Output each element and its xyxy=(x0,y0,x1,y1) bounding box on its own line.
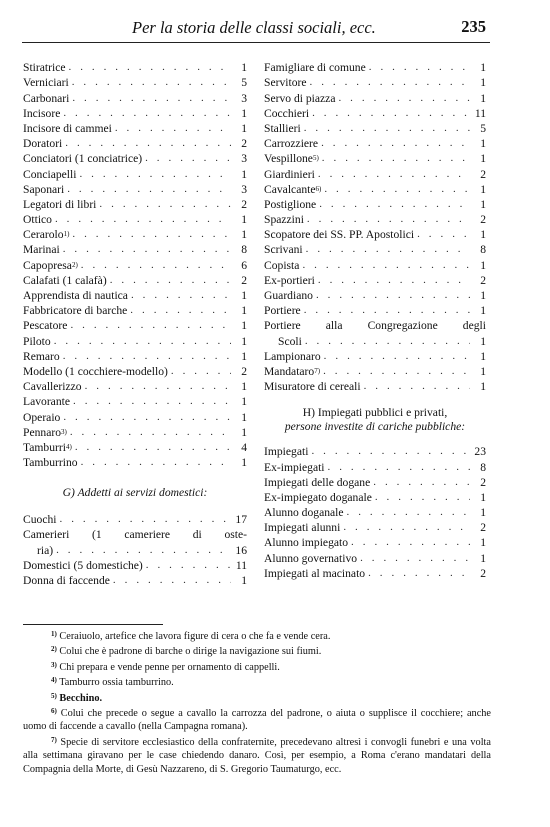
list-item: Scrivani . . . 8 xyxy=(264,242,486,257)
list-item: Impiegati delle dogane . . . 2 xyxy=(264,475,486,490)
list-item: Camerieri (1 cameriere di oste- xyxy=(23,528,247,542)
list-item: Portiere . . . 1 xyxy=(264,303,486,318)
list-item: Alunno doganale . . . 1 xyxy=(264,505,486,520)
right-column xyxy=(264,60,486,581)
list-item: Lampionaro . . . 1 xyxy=(264,349,486,364)
list-item: Domestici (5 domestiche) . . . 11 xyxy=(23,558,247,573)
list-item: Apprendista di nautica . . . 1 xyxy=(23,288,247,303)
list-item: Saponari . . . 3 xyxy=(23,182,247,197)
footnote: $^{2)}$ Colui che è padrone di barche o dirige la navigazione sui fiumi. xyxy=(51,645,322,658)
list-item: Ex-impiegati . . . 8 xyxy=(264,459,486,474)
list-item: Giardinieri . . . 2 xyxy=(264,166,486,181)
list-item: Calafati (1 calafà) . . . 2 xyxy=(23,273,247,288)
page-header xyxy=(22,16,490,43)
list-item: Impiegati . . . 23 xyxy=(264,444,486,459)
list-item: Portiere alla Congregazione degli xyxy=(264,319,486,333)
list-item: Operaio . . . 1 xyxy=(23,409,247,424)
list-item: Tamburri 4) . . . 4 xyxy=(23,440,247,455)
left-column xyxy=(23,60,247,588)
footnote: $^{4)}$ Tamburro ossia tamburrino. xyxy=(51,676,174,689)
right-occupation-list xyxy=(264,60,486,394)
list-item: Doratori . . . 2 xyxy=(23,136,247,151)
list-item: Ottico . . . 1 xyxy=(23,212,247,227)
list-item: Cavalcante 6) . . . 1 xyxy=(264,182,486,197)
list-item: Impiegati al macinato . . . 2 xyxy=(264,566,486,581)
list-item: Tamburrino . . . 1 xyxy=(23,455,247,470)
footnote-ref: 2) xyxy=(71,260,78,269)
list-item: Copista . . . 1 xyxy=(264,257,486,272)
list-item: Misuratore di cereali . . . 1 xyxy=(264,379,486,394)
list-item: Mandataro 7) . . . 1 xyxy=(264,364,486,379)
section-g-list xyxy=(23,512,247,588)
footnotes xyxy=(23,628,491,776)
list-item: Cuochi . . . 17 xyxy=(23,512,247,527)
footnote-ref: 7) xyxy=(314,366,321,375)
list-item: Impiegati alunni . . . 2 xyxy=(264,520,486,535)
list-item: Incisore . . . 1 xyxy=(23,106,247,121)
footnote: $^{3)}$ Chi prepara e vende penne per ornamento di cappelli. xyxy=(51,660,280,673)
section-g-title: G) Addetti ai servizi domestici: xyxy=(62,486,208,500)
list-item: Famigliare di comune . . . 1 xyxy=(264,60,486,75)
list-item: Carrozziere . . . 1 xyxy=(264,136,486,151)
footnote-ref: 6) xyxy=(315,184,322,193)
footnote: $^{5)}$ Becchino. xyxy=(51,691,103,704)
footnote: $^{7)}$ Specie di servitore ecclesiastico della confraternite, precedevano altresì i convogli funebri e una volta alla settimana giravano per le case chiedendo danaro. Così, per esempio, a Roma c'erano mandatari della Compagnia della Morte, di Gesù Nazzareno, di S. Gregorio Taumaturgo, ecc. xyxy=(23,735,491,775)
list-item: Spazzini . . . 2 xyxy=(264,212,486,227)
running-title: Per la storia delle classi sociali, ecc. xyxy=(132,18,376,37)
footnote-rule xyxy=(23,624,163,625)
list-item: Vespillone 5) . . . 1 xyxy=(264,151,486,166)
list-item: Cerarolo 1) . . . 1 xyxy=(23,227,247,242)
footnote-ref: 1) xyxy=(63,230,70,239)
list-item: Piloto . . . 1 xyxy=(23,333,247,348)
list-item: Marinai . . . 8 xyxy=(23,242,247,257)
footnote: $^{6)}$ Colui che precede o segue a cavallo la carrozza del padrone, o aiuta o supplisce il cocchiere; anche uomo di faccende a cavallo (nella Campagna romana). xyxy=(23,707,491,733)
left-occupation-list xyxy=(23,60,247,470)
list-item: Verniciari . . . 5 xyxy=(23,75,247,90)
list-item: Scoli . . . 1 xyxy=(264,333,486,348)
list-item: Cavallerizzo . . . 1 xyxy=(23,379,247,394)
footnote: $^{1)}$ Ceraiuolo, artefice che lavora figure di cera o che fa e vende cera. xyxy=(51,630,331,642)
list-item: Ex-portieri . . . 2 xyxy=(264,273,486,288)
list-item: Alunno governativo . . . 1 xyxy=(264,550,486,565)
list-item: Alunno impiegato . . . 1 xyxy=(264,535,486,550)
page-number: 235 xyxy=(461,17,486,36)
list-item: Pennaro 3) . . . 1 xyxy=(23,425,247,440)
footnote-ref: 4) xyxy=(65,442,72,451)
list-item: Guardiano . . . 1 xyxy=(264,288,486,303)
footnote-ref: 3) xyxy=(61,427,67,436)
list-item: Cocchieri . . . 11 xyxy=(264,106,486,121)
list-item: ria) . . . 16 xyxy=(23,542,247,557)
list-item: Servo di piazza . . . 1 xyxy=(264,90,486,105)
footnote-ref: 5) xyxy=(312,154,319,163)
list-item: Postiglione . . . 1 xyxy=(264,197,486,212)
list-item: Modello (1 cocchiere-modello) . . . 2 xyxy=(23,364,247,379)
list-item: Capopresa 2) . . . 6 xyxy=(23,257,247,272)
list-item: Servitore . . . 1 xyxy=(264,75,486,90)
list-item: Donna di faccende . . . 1 xyxy=(23,573,247,588)
list-item: Remaro . . . 1 xyxy=(23,349,247,364)
list-item: Conciapelli . . . 1 xyxy=(23,166,247,181)
list-item: Stallieri . . . 5 xyxy=(264,121,486,136)
list-item: Legatori di libri . . . 2 xyxy=(23,197,247,212)
list-item: Ex-impiegato doganale . . . 1 xyxy=(264,490,486,505)
list-item: Lavorante . . . 1 xyxy=(23,394,247,409)
list-item: Scopatore dei SS. PP. Apostolici . . . 1 xyxy=(264,227,486,242)
section-h-list xyxy=(264,444,486,581)
list-item: Incisore di cammei . . . 1 xyxy=(23,121,247,136)
list-item: Conciatori (1 conciatrice) . . . 3 xyxy=(23,151,247,166)
list-item: Pescatore . . . 1 xyxy=(23,318,247,333)
section-h-title: H) Impiegati pubblici e privati, persone investite di cariche pubbliche: xyxy=(284,406,466,434)
list-item: Carbonari . . . 3 xyxy=(23,90,247,105)
list-item: Stiratrice . . . 1 xyxy=(23,60,247,75)
list-item: Fabbricatore di barche . . . 1 xyxy=(23,303,247,318)
